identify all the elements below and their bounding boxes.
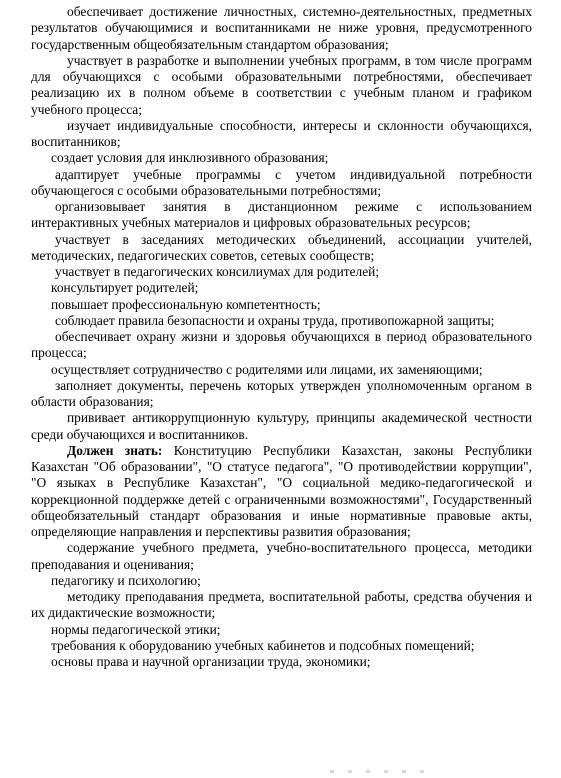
duty-paragraph: обеспечивает достижение личностных, системно-деятельностных, предметных результатов обучающимися и воспитанниками не ниже уровня, предусмотренного государственным общеобязательным стандартом образования; — [31, 4, 532, 52]
duty-paragraph: участвует в заседаниях методических объединений, ассоциации учителей, методических, педагогических советов, сетевых сообществ; — [31, 231, 532, 263]
duty-paragraph: прививает антикоррупционную культуру, принципы академической честности среди обучающихся и воспитанников. — [31, 410, 532, 442]
duty-paragraph: участвует в педагогических консилиумах для родителей; — [55, 264, 380, 279]
duty-paragraph: участвует в разработке и выполнении учебных программ, в том числе программ для обучающихся с особыми образовательными потребностями, обеспечивает реализацию их в полном объеме в соответствии с учебным планом и графиком учебного процесса; — [31, 52, 532, 117]
duty-paragraph: осуществляет сотрудничество с родителями или лицами, их заменяющими; — [51, 361, 483, 377]
must-know-paragraph — [31, 443, 532, 541]
duty-paragraph: обеспечивает охрану жизни и здоровья обучающихся в период образовательного процесса; — [31, 329, 532, 361]
document-page — [31, 4, 532, 670]
knowledge-item: нормы педагогической этики; — [51, 621, 221, 637]
duty-paragraph: соблюдает правила безопасности и охраны труда, противопожарной защиты; — [55, 312, 495, 328]
knowledge-item: содержание учебного предмета, учебно-воспитательного процесса, методики преподавания и оценивания; — [31, 540, 532, 572]
knowledge-item: методику преподавания предмета, воспитательной работы, средства обучения и их дидактические возможности; — [31, 589, 532, 621]
must-know-text: Конституцию Республики Казахстан, законы Республики Казахстан "Об образовании", "О статусе педагога", "О противодействии коррупции", "О языках в Республике Казахстан", "О социальной медико-педагогической и коррекционной поддержке детей с ограниченными возможностями", Государственный общеобязательный стандарт образования и иные нормативные правовые акты, определяющие направления и перспективы развития образования; — [31, 442, 532, 539]
knowledge-item: основы права и научной организации труда, экономики; — [51, 654, 371, 669]
duty-paragraph: консультирует родителей; — [51, 280, 199, 296]
duty-paragraph: заполняет документы, перечень которых утвержден уполномоченным органом в области образования; — [31, 377, 532, 409]
knowledge-item: требования к оборудованию учебных кабинетов и подсобных помещений; — [51, 637, 475, 653]
must-know-heading: Должен знать: — [67, 442, 163, 458]
scan-artifact — [330, 760, 470, 766]
duty-paragraph: адаптирует учебные программы с учетом индивидуальной потребности обучающегося с особыми образовательными потребностями; — [31, 166, 532, 198]
duty-paragraph: повышает профессиональную компетентность; — [51, 296, 321, 312]
duty-paragraph: организовывает занятия в дистанционном режиме с использованием интерактивных учебных материалов и цифровых образовательных ресурсов; — [31, 199, 532, 231]
duty-paragraph: создает условия для инклюзивного образования; — [51, 150, 329, 166]
duty-paragraph: изучает индивидуальные способности, интересы и склонности обучающихся, воспитанников; — [31, 117, 532, 149]
knowledge-item: педагогику и психологию; — [51, 572, 201, 588]
